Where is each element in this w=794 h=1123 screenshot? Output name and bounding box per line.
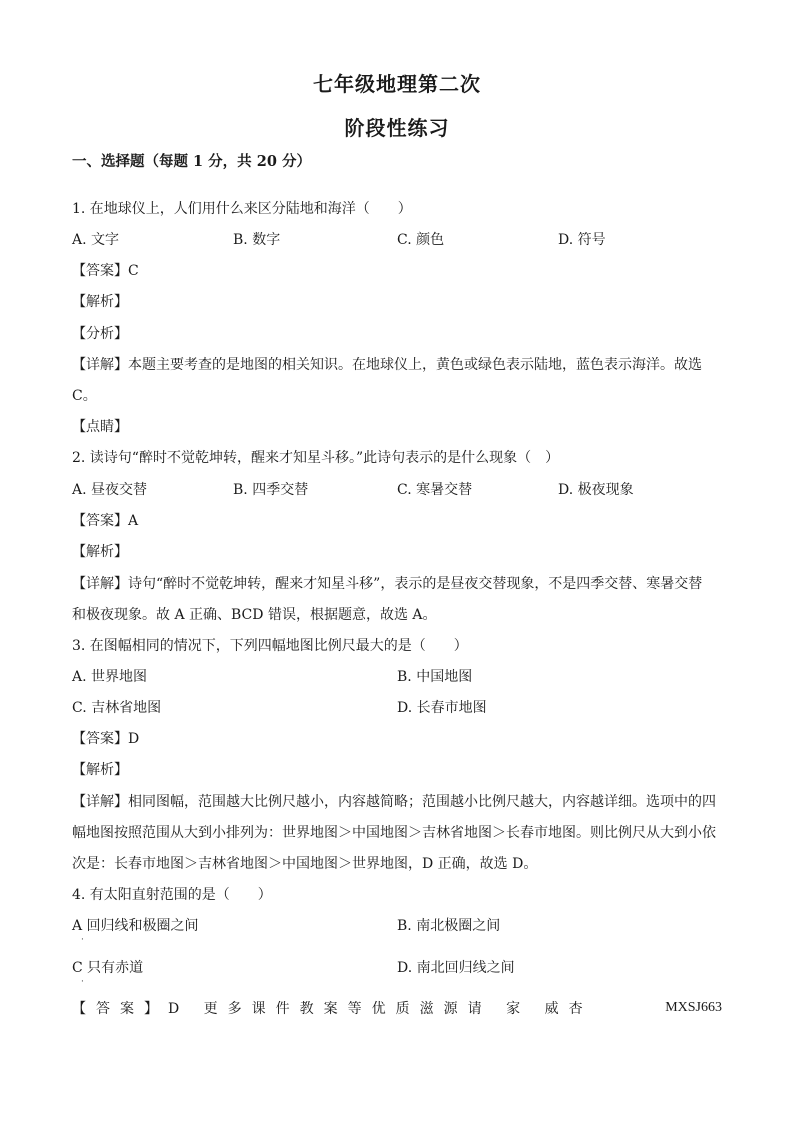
q1-answer: 【答案】C	[72, 263, 139, 279]
footer-code: MXSJ663	[665, 1000, 722, 1015]
q3-detail-line2: 幅地图按照范围从大到小排列为：世界地图＞中国地图＞吉林省地图＞长春市地图。则比例尺从大到小依	[72, 825, 716, 841]
q3-analysis-label: 【解析】	[72, 762, 128, 778]
q2-detail-line1: 【详解】诗句“醉时不觉乾坤转，醒来才知星斗移”，表示的是昼夜交替现象，不是四季交替、寒暑交替	[72, 576, 703, 592]
q1-option-d: D. 符号	[558, 232, 606, 248]
q1-dianjing-label: 【点睛】	[72, 419, 128, 435]
doc-title-line1: 七年级地理第二次	[313, 72, 481, 96]
q4-stem: 4. 有太阳直射范围的是（ ）	[72, 887, 272, 903]
q2-option-a: A. 昼夜交替	[72, 482, 148, 498]
q2-answer: 【答案】A	[72, 513, 139, 529]
q2-stem: 2. 读诗句“醉时不觉乾坤转，醒来才知星斗移。”此诗句表示的是什么现象（ ）	[72, 450, 560, 466]
q4-option-a-dot: ·	[81, 935, 84, 945]
q1-option-a: A. 文字	[72, 232, 120, 248]
q3-option-c: C. 吉林省地图	[72, 700, 162, 716]
doc-title-line2: 阶段性练习	[344, 116, 450, 140]
q2-analysis-label: 【解析】	[72, 544, 128, 560]
q1-fenxi-label: 【分析】	[72, 326, 128, 342]
q1-option-b: B. 数字	[233, 232, 281, 248]
q4-option-c: C 只有赤道	[72, 960, 144, 976]
q1-option-c: C. 颜色	[397, 232, 445, 248]
q1-stem: 1. 在地球仪上，人们用什么来区分陆地和海洋（ ）	[72, 201, 412, 217]
q2-detail-line2: 和极夜现象。故 A 正确、BCD 错误，根据题意，故选 A。	[72, 607, 437, 623]
q3-detail-line3: 次是：长春市地图＞吉林省地图＞中国地图＞世界地图，D 正确，故选 D。	[72, 856, 538, 872]
q3-answer: 【答案】D	[72, 731, 140, 747]
q4-option-a: A 回归线和极圈之间	[72, 918, 199, 934]
q2-option-b: B. 四季交替	[233, 482, 309, 498]
section-heading: 一、选择题（每题 1 分，共 20 分）	[72, 153, 311, 170]
q1-detail-line1: 【详解】本题主要考查的是地图的相关知识。在地球仪上，黄色或绿色表示陆地，蓝色表示海洋。故选	[72, 357, 702, 373]
q4-option-b: B. 南北极圈之间	[397, 918, 501, 934]
q3-stem: 3. 在图幅相同的情况下，下列四幅地图比例尺最大的是（ ）	[72, 638, 468, 654]
q4-option-c-dot: ·	[81, 977, 84, 987]
q2-option-c: C. 寒暑交替	[397, 482, 473, 498]
q4-option-d: D. 南北回归线之间	[397, 960, 515, 976]
q4-answer-footer: 【答案】D 更多课件教案等优质滋源请 家 威杏	[72, 1001, 593, 1017]
q3-detail-line1: 【详解】相同图幅，范围越大比例尺越小，内容越简略；范围越小比例尺越大，内容越详细。选项中的四	[72, 794, 716, 810]
q1-detail-line2: C。	[72, 388, 97, 404]
q3-option-d: D. 长春市地图	[397, 700, 487, 716]
q1-analysis-label: 【解析】	[72, 294, 128, 310]
q3-option-b: B. 中国地图	[397, 669, 473, 685]
q2-option-d: D. 极夜现象	[558, 482, 634, 498]
q3-option-a: A. 世界地图	[72, 669, 148, 685]
footer-answer-line	[72, 998, 722, 1018]
